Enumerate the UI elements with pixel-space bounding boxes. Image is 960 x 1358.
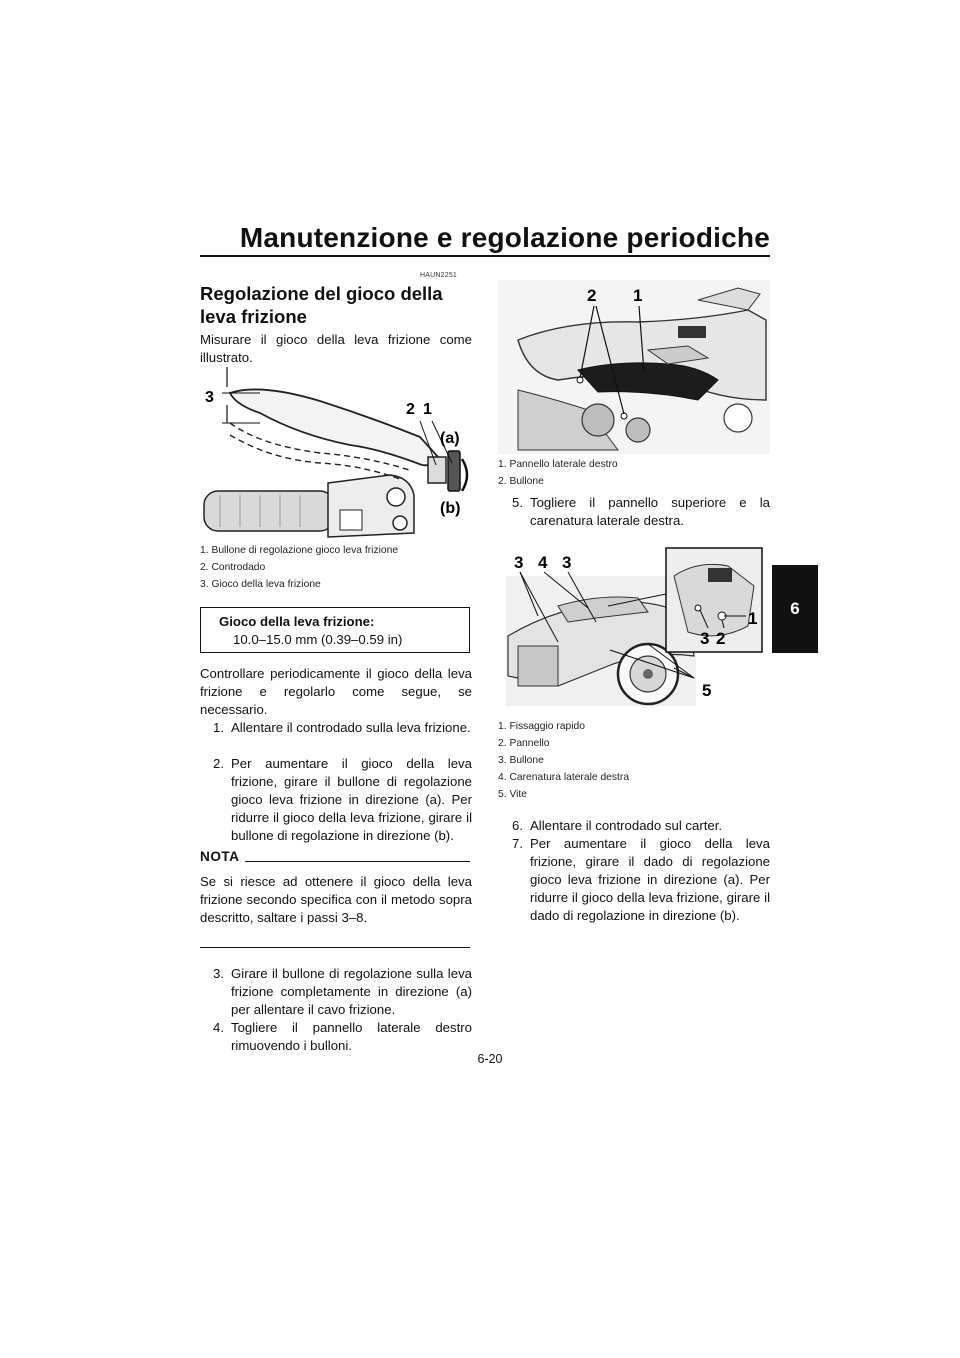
step-4 bbox=[213, 1019, 472, 1055]
fig3-label-3c: 3 bbox=[700, 629, 710, 648]
header-rule bbox=[200, 255, 770, 257]
figure2-caption bbox=[498, 456, 618, 490]
step-number: 7. bbox=[512, 836, 523, 851]
fig3-label-4: 4 bbox=[538, 553, 548, 572]
step-number: 4. bbox=[213, 1020, 224, 1035]
figure1-caption bbox=[200, 542, 398, 593]
fig3-label-3: 3 bbox=[514, 553, 524, 572]
step-text: Per aumentare il gioco della leva frizione, girare il bullone di regolazione gioco leva frizione in direzione (a). Per ridurre il gioco della leva frizione, girare il bullone di regolazione in direzione (b). bbox=[231, 756, 472, 843]
step-5 bbox=[512, 494, 770, 530]
figure-side-panel bbox=[498, 280, 770, 454]
caption-item: 2. Bullone bbox=[498, 476, 544, 487]
fig1-label-3: 3 bbox=[205, 389, 214, 406]
fig3-label-3b: 3 bbox=[562, 553, 572, 572]
step-7 bbox=[512, 835, 770, 925]
fig2-label-2: 2 bbox=[587, 286, 597, 305]
caption-item: 1. Fissaggio rapido bbox=[498, 721, 586, 732]
section-title: Regolazione del gioco della leva frizione bbox=[200, 283, 443, 327]
step-1 bbox=[213, 719, 472, 737]
step-text: Togliere il pannello laterale destro rimuovendo i bulloni. bbox=[231, 1020, 472, 1053]
figure-clutch-lever bbox=[200, 365, 472, 540]
figure-fairing bbox=[498, 546, 770, 712]
spec-box bbox=[200, 607, 470, 653]
caption-item: 5. Vite bbox=[498, 789, 528, 800]
caption-item: 3. Bullone bbox=[498, 755, 544, 766]
step-number: 6. bbox=[512, 818, 523, 833]
step-6 bbox=[512, 817, 770, 835]
step-text: Allentare il controdado sul carter. bbox=[530, 818, 723, 833]
paragraph-check: Controllare periodicamente il gioco della leva frizione e regolarlo come segue, se necessario. bbox=[200, 666, 472, 717]
step-3 bbox=[213, 965, 472, 1019]
caption-item: 1. Pannello laterale destro bbox=[498, 459, 618, 470]
caption-item: 1. Bullone di regolazione gioco leva frizione bbox=[200, 545, 399, 556]
step-number: 1. bbox=[213, 720, 224, 735]
step-text: Girare il bullone di regolazione sulla leva frizione completamente in direzione (a) per allentare il cavo frizione. bbox=[231, 966, 472, 1017]
step-text: Allentare il controdado sulla leva frizione. bbox=[231, 720, 471, 735]
step-number: 2. bbox=[213, 756, 224, 771]
fig3-label-5: 5 bbox=[702, 681, 712, 700]
nota-end-rule bbox=[200, 947, 470, 948]
fig1-label-b: (b) bbox=[440, 500, 461, 517]
chapter-tab: 6 bbox=[772, 565, 818, 653]
fig1-label-a: (a) bbox=[440, 430, 460, 447]
spec-label: Gioco della leva frizione: bbox=[219, 614, 375, 629]
fig1-label-1: 1 bbox=[423, 401, 432, 418]
step-text: Per aumentare il gioco della leva frizione, girare il dado di regolazione gioco leva frizione in direzione (a). Per ridurre il gioco della leva frizione, girare il dado di regolazione in direzione (b). bbox=[530, 836, 770, 923]
fig1-label-2: 2 bbox=[406, 401, 415, 418]
spec-value: 10.0–15.0 mm (0.39–0.59 in) bbox=[233, 632, 403, 647]
fig3-label-1: 1 bbox=[748, 609, 758, 628]
page-number: 6-20 bbox=[477, 1052, 503, 1066]
fig2-label-1: 1 bbox=[633, 286, 643, 305]
step-2 bbox=[213, 755, 472, 845]
page-header-title: Manutenzione e regolazione periodiche bbox=[239, 222, 770, 253]
caption-item: 2. Controdado bbox=[200, 562, 266, 573]
nota-text: Se si riesce ad ottenere il gioco della leva frizione secondo specifica con il metodo sopra descritto, saltare i passi 3–8. bbox=[200, 874, 472, 925]
fig3-label-2: 2 bbox=[716, 629, 726, 648]
caption-item: 4. Carenatura laterale destra bbox=[498, 772, 630, 783]
step-text: Togliere il pannello superiore e la carenatura laterale destra. bbox=[530, 495, 770, 528]
nota-rule bbox=[245, 861, 470, 862]
section-code: HAUN2251 bbox=[420, 272, 458, 279]
caption-item: 2. Pannello bbox=[498, 738, 550, 749]
caption-item: 3. Gioco della leva frizione bbox=[200, 579, 321, 590]
figure3-caption bbox=[498, 718, 629, 803]
step-number: 3. bbox=[213, 966, 224, 981]
intro-text: Misurare il gioco della leva frizione come illustrato. bbox=[200, 332, 472, 365]
step-number: 5. bbox=[512, 495, 523, 510]
nota-label: NOTA bbox=[200, 849, 240, 864]
